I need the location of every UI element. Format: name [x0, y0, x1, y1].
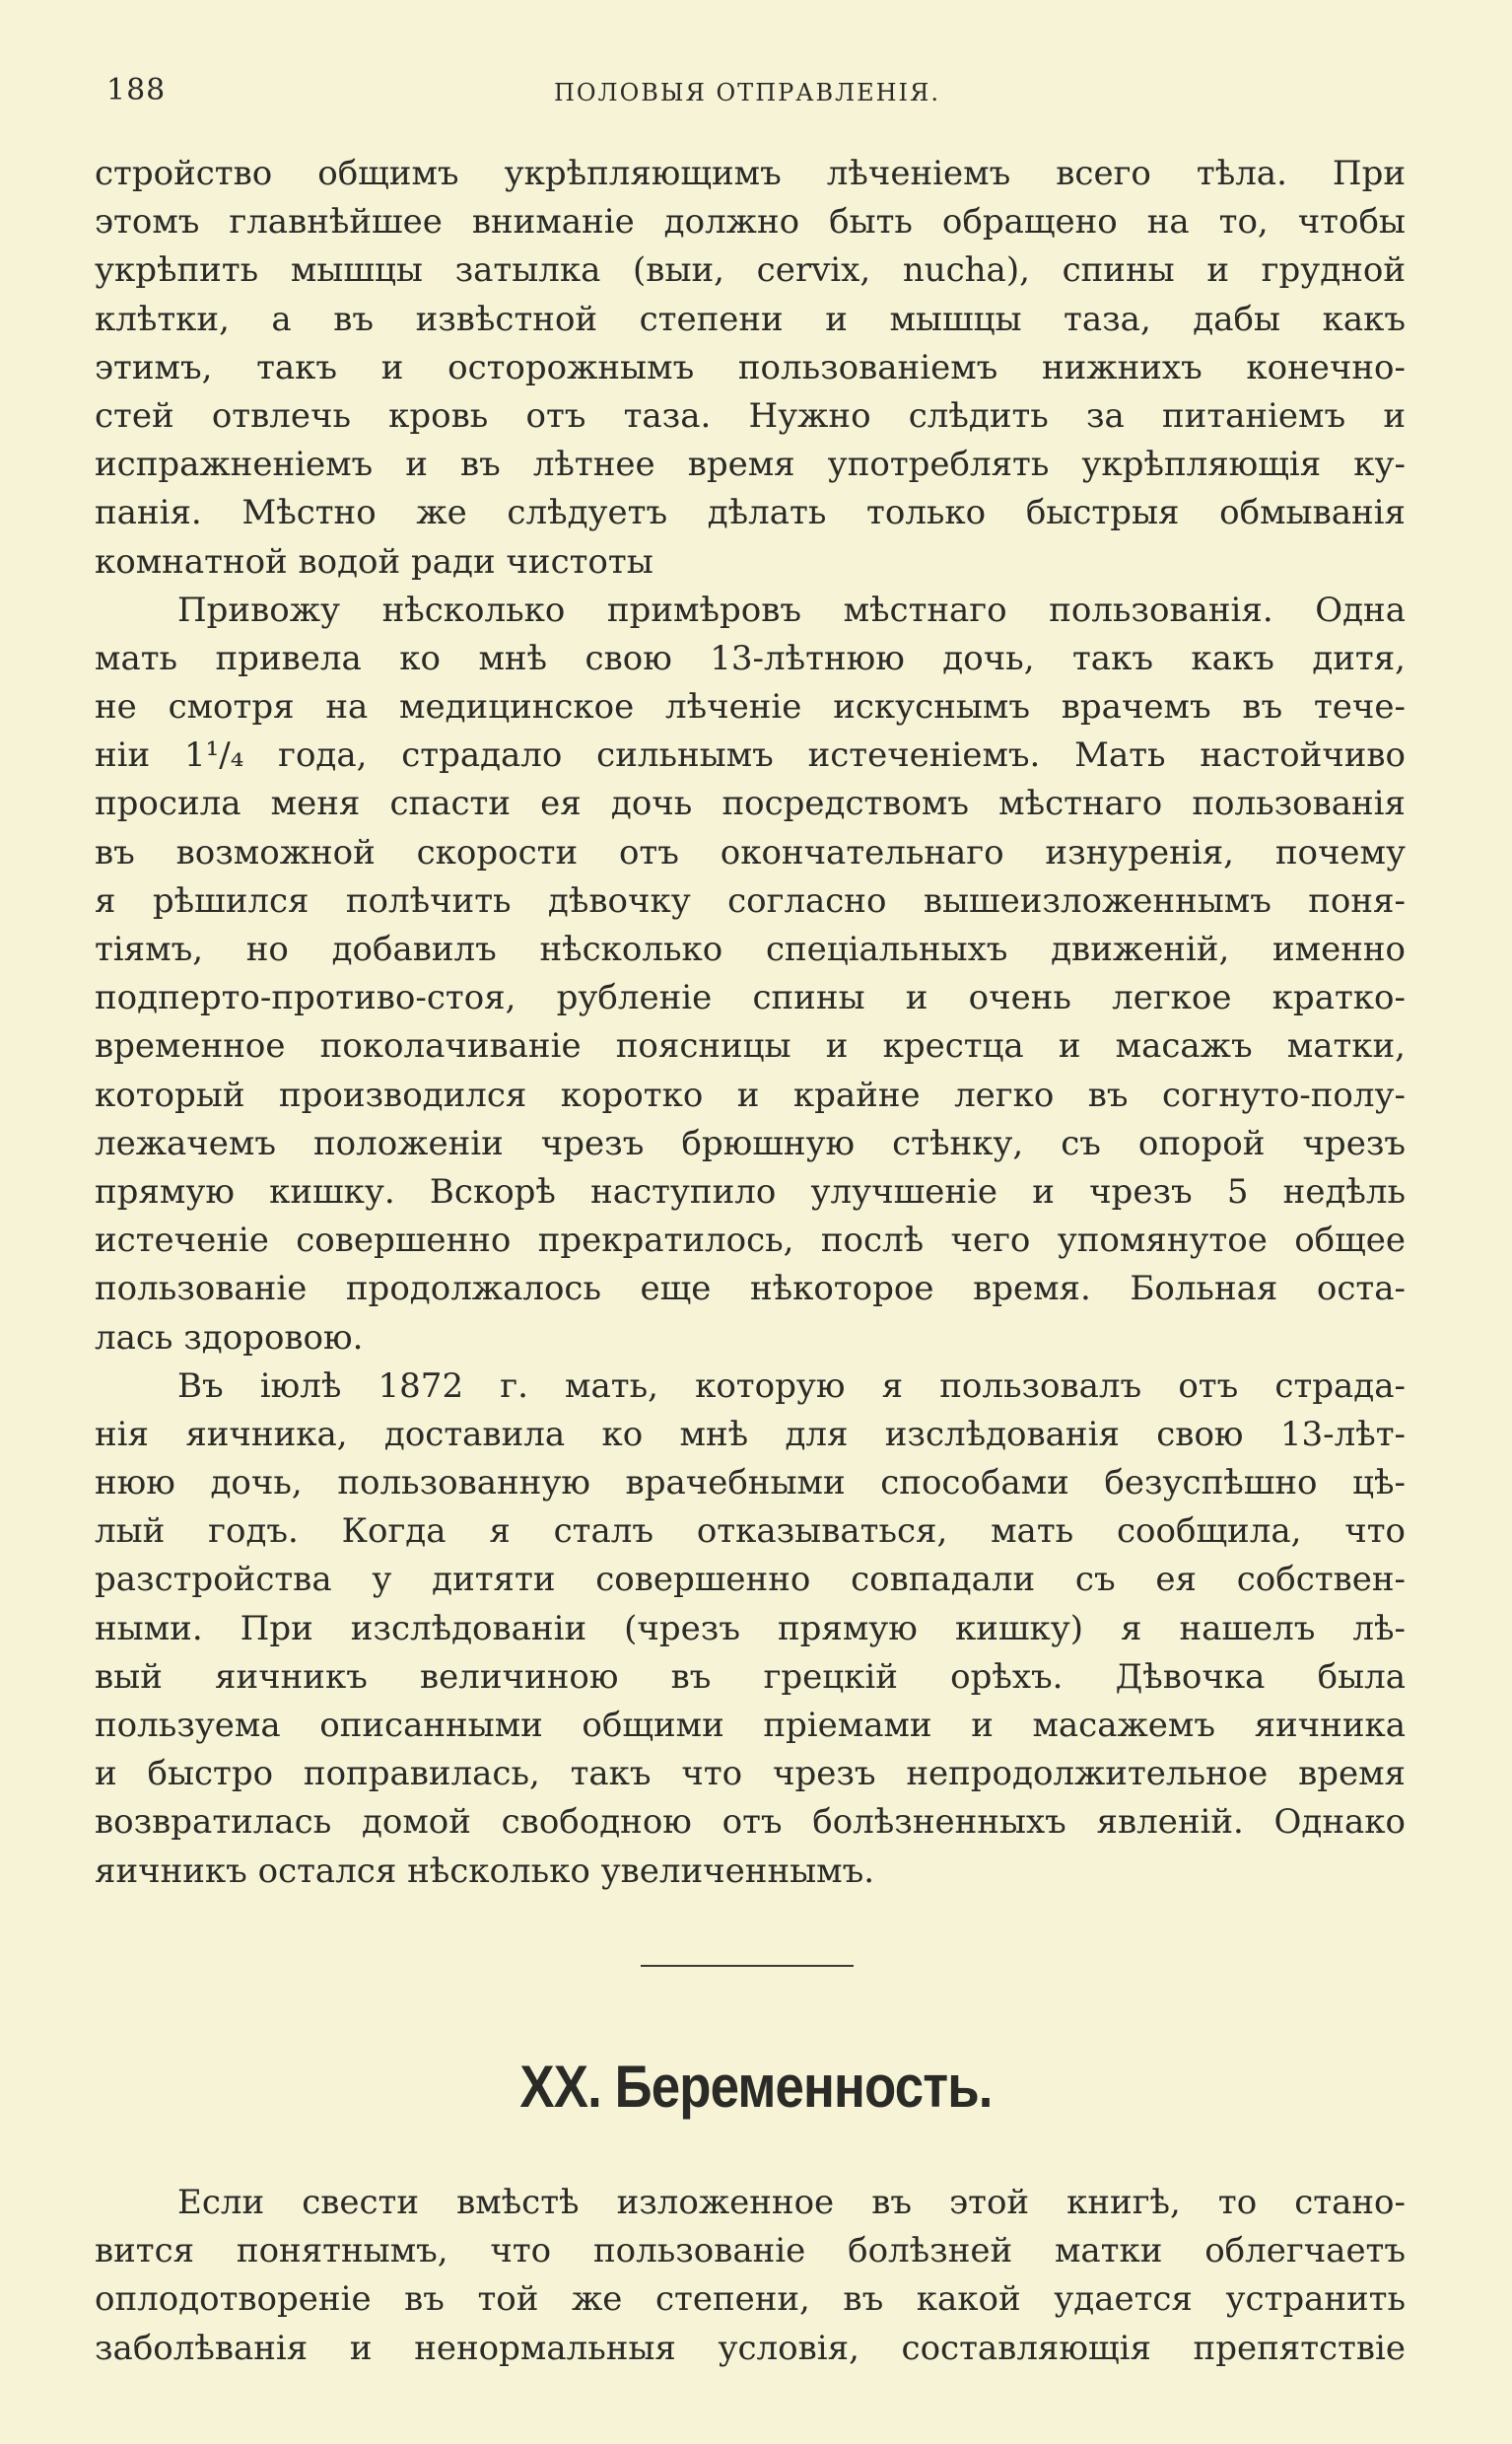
text-line: стей отвлечь кровь отъ таза. Нужно слѣдить за питанiемъ и: [95, 395, 1406, 436]
section-body-text: [95, 2179, 1406, 2373]
text-line: Въ iюлѣ 1872 г. мать, которую я пользовалъ отъ страда-: [177, 1365, 1406, 1406]
text-line: лежачемъ положенiи чрезъ брюшную стѣнку, съ опорой чрезъ: [95, 1123, 1406, 1163]
text-line: заболѣванiя и ненормальныя условiя, составляющiя препятствiе: [95, 2328, 1406, 2368]
page-header: [106, 73, 1388, 116]
section-divider: [641, 1965, 854, 1967]
text-line: и быстро поправилась, такъ что чрезъ непродолжительное время: [95, 1754, 1406, 1794]
text-line: истеченiе совершенно прекратилось, послѣ чего упомянутое общее: [95, 1221, 1406, 1261]
text-line: оплодотворенiе въ той же степени, въ какой удается устранить: [95, 2279, 1406, 2320]
text-line: стройство общимъ укрѣпляющимъ лѣченiемъ всего тѣла. При: [95, 154, 1406, 193]
text-line: не смотря на медицинское лѣченiе искуснымъ врачемъ въ тече-: [95, 687, 1406, 728]
text-line: нiя яичника, доставила ко мнѣ для изслѣдованiя свою 13-лѣт-: [95, 1414, 1406, 1454]
text-line: временное поколачиванiе поясницы и крестца и масажъ матки,: [95, 1026, 1406, 1067]
text-line: этомъ главнѣйшее вниманiе должно быть обращено на то, чтобы: [95, 202, 1406, 243]
text-line: нюю дочь, пользованную врачебными способами безуспѣшно цѣ-: [95, 1463, 1406, 1503]
text-line: прямую кишку. Вскорѣ наступило улучшенiе и чрезъ 5 недѣль: [95, 1171, 1406, 1212]
text-line: пользуема описанными общими прiемами и масажемъ яичника: [95, 1706, 1406, 1745]
text-line: вится понятнымъ, что пользованiе болѣзней матки облегчаетъ: [95, 2231, 1406, 2271]
text-line: я рѣшился полѣчить дѣвочку согласно вышеизложеннымъ поня-: [95, 880, 1406, 921]
text-line: Привожу нѣсколько примѣровъ мѣстнаго пользованiя. Одна: [177, 590, 1406, 630]
text-line: въ возможной скорости отъ окончательнаго изнуренiя, почему: [95, 832, 1406, 873]
body-text: [95, 150, 1406, 1896]
text-line: клѣтки, а въ извѣстной степени и мышцы таза, дабы какъ: [95, 299, 1406, 339]
text-line: комнатной водой ради чистоты: [95, 541, 653, 582]
text-line: разстройства у дитяти совершенно совпадали съ ея собствен-: [95, 1560, 1406, 1600]
text-line: вый яичникъ величиною въ грецкiй орѣхъ. Дѣвочка была: [95, 1656, 1406, 1697]
text-line: просила меня спасти ея дочь посредствомъ мѣстнаго пользованiя: [95, 784, 1406, 824]
text-line: нiи 1¹/₄ года, страдало сильнымъ истеченiемъ. Мать настойчиво: [95, 735, 1406, 776]
text-line: пользованiе продолжалось еще нѣкоторое время. Больная оста-: [95, 1269, 1406, 1309]
text-line: панiя. Мѣстно же слѣдуетъ дѣлать только быстрыя обмыванiя: [95, 493, 1406, 533]
text-line: яичникъ остался нѣсколько увеличеннымъ.: [95, 1850, 875, 1891]
page-number: 188: [106, 73, 167, 107]
text-line: ными. При изслѣдованiи (чрезъ прямую кишку) я нашелъ лѣ-: [95, 1608, 1406, 1648]
running-title: ПОЛОВЫЯ ОТПРАВЛЕНIЯ.: [553, 79, 941, 106]
text-line: подперто-противо-стоя, рубленiе спины и очень легкое кратко-: [95, 978, 1406, 1018]
text-line: лась здоровою.: [95, 1317, 364, 1358]
text-line: возвратилась домой свободною отъ болѣзненныхъ явленiй. Однако: [95, 1802, 1406, 1843]
text-line: тiямъ, но добавилъ нѣсколько спецiальныхъ движенiй, именно: [95, 930, 1406, 969]
text-line: мать привела ко мнѣ свою 13-лѣтнюю дочь, такъ какъ дитя,: [95, 638, 1406, 678]
text-line: лый годъ. Когда я сталъ отказываться, мать сообщила, что: [95, 1511, 1406, 1552]
text-line: этимъ, такъ и осторожнымъ пользованiемъ нижнихъ конечно-: [95, 347, 1406, 387]
text-line: испражненiемъ и въ лѣтнее время употреблять укрѣпляющiя ку-: [95, 445, 1406, 485]
text-line: который производился коротко и крайне легко въ согнуто-полу-: [95, 1075, 1406, 1115]
section-heading: XX. Беременность.: [519, 2054, 993, 2120]
text-line: Если свести вмѣстѣ изложенное въ этой книгѣ, то стано-: [177, 2183, 1406, 2222]
text-line: укрѣпить мышцы затылка (выи, cervix, nucha), спины и грудной: [95, 250, 1406, 291]
